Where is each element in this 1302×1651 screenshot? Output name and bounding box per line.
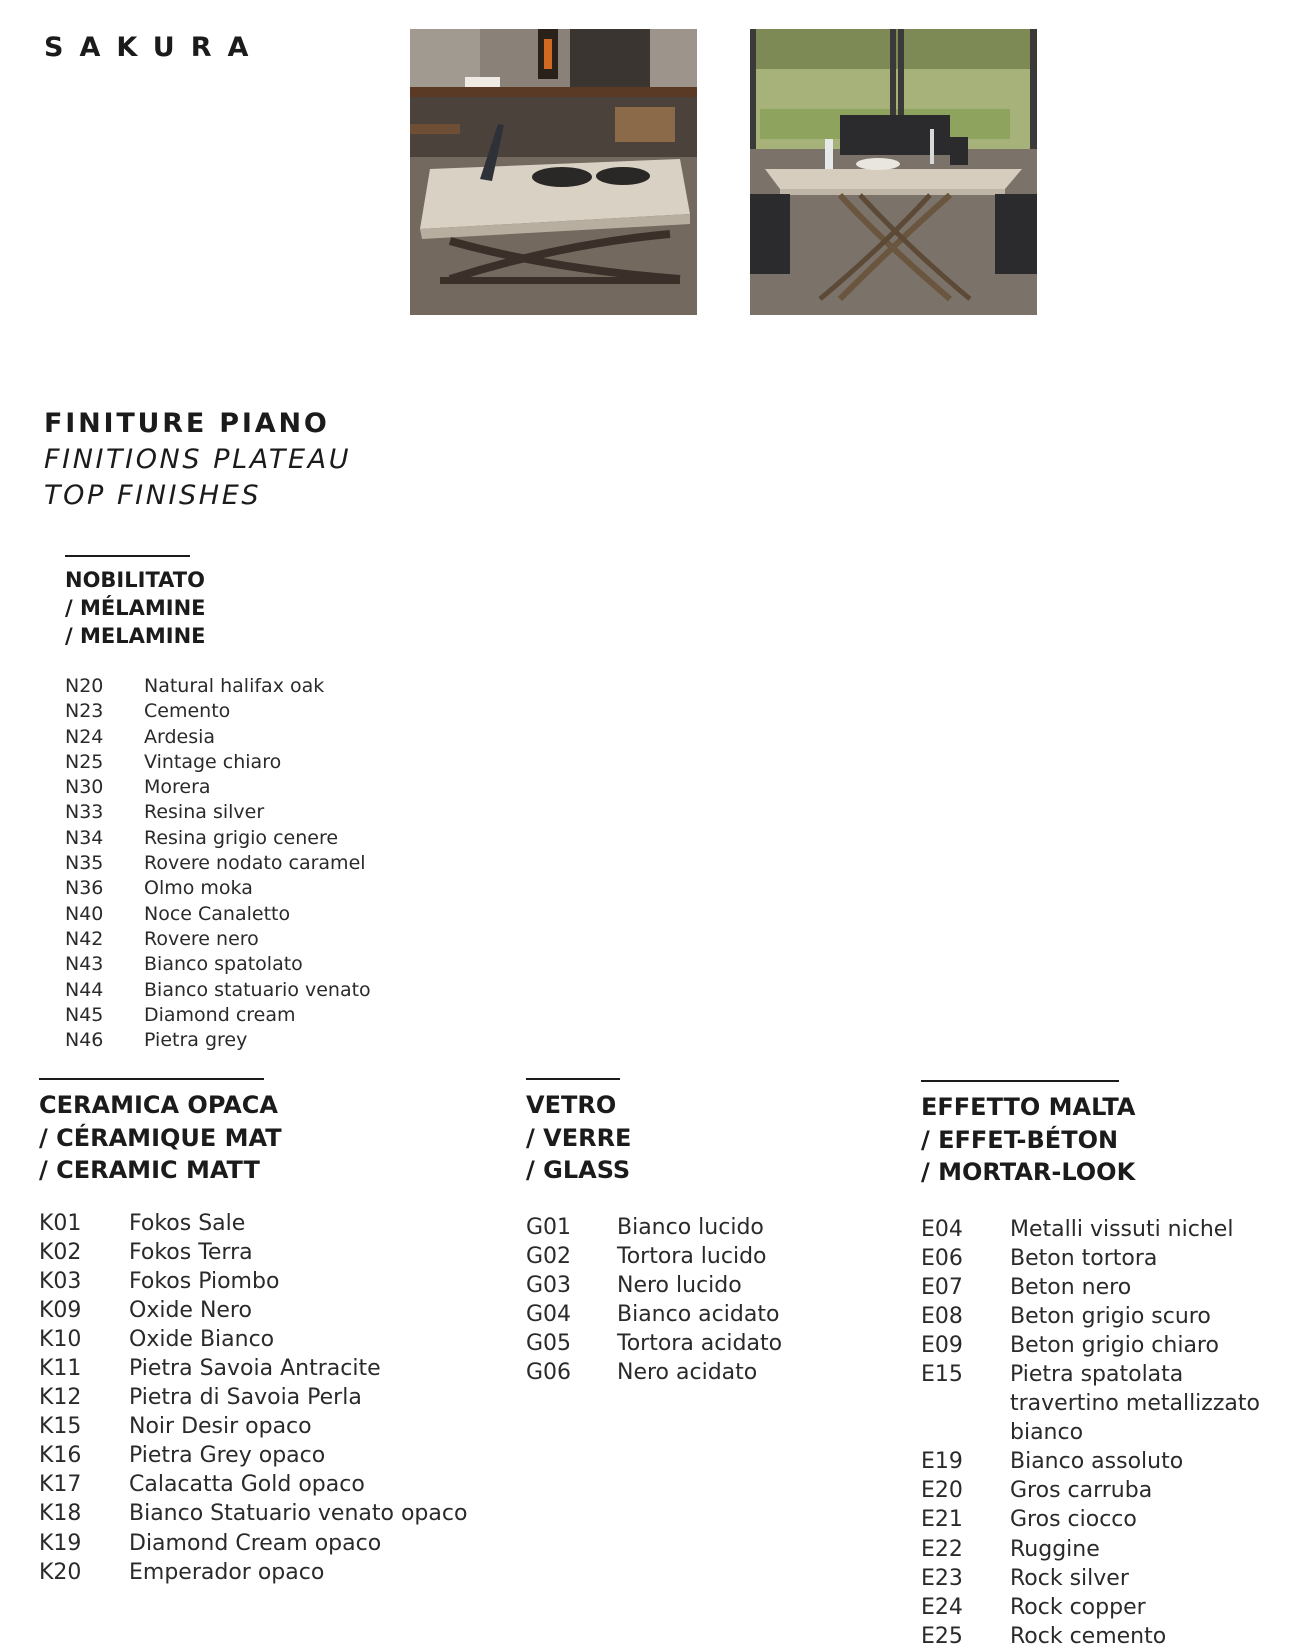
finish-code: K20 [39, 1559, 82, 1585]
finish-item [65, 1003, 371, 1028]
finish-item [921, 1273, 1290, 1302]
title-english: TOP FINISHES [44, 480, 262, 511]
finish-code: N20 [65, 675, 104, 697]
finish-list [921, 1215, 1290, 1651]
finish-name: Beton nero [1010, 1274, 1132, 1300]
finish-code: E19 [921, 1449, 963, 1475]
finish-name: Gros carruba [1010, 1478, 1153, 1504]
finish-item [921, 1593, 1290, 1622]
section-heading [39, 1089, 467, 1187]
finish-code: K18 [39, 1501, 82, 1527]
finish-code: E21 [921, 1507, 963, 1533]
finish-item [526, 1300, 782, 1329]
section-divider [526, 1078, 620, 1080]
heading-line: / GLASS [526, 1156, 631, 1184]
finish-item [39, 1470, 467, 1499]
finish-item [39, 1529, 467, 1558]
finish-name: Pietra Grey opaco [129, 1443, 326, 1469]
finish-code: E08 [921, 1303, 963, 1329]
heading-line: / VERRE [526, 1123, 632, 1152]
finish-item [921, 1215, 1290, 1244]
section-ceramic [39, 1078, 467, 1587]
finish-name: Pietra di Savoia Perla [129, 1385, 362, 1411]
finish-code: N43 [65, 953, 104, 976]
finish-code: E15 [921, 1361, 963, 1387]
finish-item [65, 1028, 371, 1053]
section-divider [921, 1080, 1119, 1082]
section-melamine [65, 555, 371, 1053]
finish-item [65, 775, 371, 800]
finish-name: Beton tortora [1010, 1245, 1158, 1271]
heading-line: / CERAMIC MATT [39, 1156, 260, 1184]
finish-item [526, 1329, 782, 1358]
finish-item [921, 1622, 1290, 1651]
finish-code: E07 [921, 1274, 963, 1300]
section-heading [65, 566, 371, 650]
finish-name: Oxide Bianco [129, 1326, 275, 1352]
heading-line: VETRO [526, 1091, 617, 1119]
finish-code: N36 [65, 877, 104, 900]
finish-code: N30 [65, 776, 104, 799]
finish-name: Nero acidato [617, 1359, 758, 1385]
finish-item [921, 1535, 1290, 1564]
finish-item [65, 800, 371, 825]
finish-item [39, 1441, 467, 1470]
finish-name: Resina grigio cenere [144, 826, 339, 849]
coffee-table-photo [410, 29, 697, 315]
finish-name: Fokos Terra [129, 1239, 253, 1265]
finish-item [65, 750, 371, 775]
finish-item [526, 1242, 782, 1271]
finish-item [39, 1209, 467, 1238]
finish-item [65, 826, 371, 851]
heading-line: / MÉLAMINE [65, 596, 206, 620]
finish-name: Diamond cream [144, 1003, 296, 1026]
finish-name: Beton grigio scuro [1010, 1303, 1211, 1329]
finish-name: Emperador opaco [129, 1559, 325, 1585]
finish-code: K15 [39, 1414, 82, 1440]
finish-item [39, 1238, 467, 1267]
finish-item [921, 1505, 1290, 1534]
heading-line: / CÉRAMIQUE MAT [39, 1123, 282, 1152]
finish-item [65, 674, 371, 699]
finish-code: N46 [65, 1029, 104, 1052]
finish-name: Fokos Sale [129, 1210, 246, 1236]
finish-code: N23 [65, 700, 104, 723]
finish-name: Gros ciocco [1010, 1507, 1137, 1533]
finish-item [526, 1271, 782, 1300]
finish-item [65, 725, 371, 750]
finish-name: Pietra spatolata travertino metallizzato bianco [1010, 1361, 1260, 1446]
finish-item [39, 1499, 467, 1528]
finish-item [39, 1558, 467, 1587]
finish-name: Ruggine [1010, 1536, 1100, 1562]
finish-item [921, 1447, 1290, 1476]
finish-name: Resina silver [144, 801, 265, 824]
finish-name: Rock silver [1010, 1565, 1129, 1591]
finish-name: Bianco spatolato [144, 953, 303, 976]
finish-list [526, 1213, 782, 1388]
finish-name: Noce Canaletto [144, 902, 291, 925]
section-mortar-look [921, 1080, 1290, 1651]
finish-code: K02 [39, 1239, 82, 1265]
finish-item [39, 1383, 467, 1412]
finish-code: K19 [39, 1530, 82, 1556]
finish-name: Nero lucido [617, 1272, 742, 1298]
finish-code: K17 [39, 1472, 82, 1498]
finish-code: G05 [526, 1330, 572, 1356]
finish-code: E04 [921, 1216, 963, 1242]
finish-name: Rock copper [1010, 1594, 1146, 1620]
finish-name: Rock cemento [1010, 1623, 1167, 1649]
finish-name: Pietra Savoia Antracite [129, 1355, 381, 1381]
finish-item [65, 978, 371, 1003]
finish-name: Tortora acidato [617, 1330, 783, 1356]
finish-item [526, 1358, 782, 1387]
heading-line: NOBILITATO [65, 568, 205, 592]
finish-code: E23 [921, 1565, 963, 1591]
finish-item [65, 851, 371, 876]
finish-code: G06 [526, 1359, 572, 1385]
finish-name: Pietra grey [144, 1029, 248, 1052]
finish-list [39, 1209, 467, 1587]
finish-name: Diamond Cream opaco [129, 1530, 382, 1556]
finish-item [921, 1564, 1290, 1593]
finish-item [39, 1412, 467, 1441]
finish-code: K16 [39, 1443, 82, 1469]
finish-name: Rovere nodato caramel [144, 852, 366, 875]
finish-item [65, 699, 371, 724]
finish-code: E06 [921, 1245, 963, 1271]
finish-name: Vintage chiaro [144, 750, 282, 773]
finish-name: Oxide Nero [129, 1297, 252, 1323]
section-heading [921, 1091, 1290, 1189]
finish-list [65, 674, 371, 1053]
finish-code: E22 [921, 1536, 963, 1562]
heading-line: EFFETTO MALTA [921, 1093, 1136, 1121]
finish-name: Bianco statuario venato [144, 978, 371, 1001]
finish-item [65, 952, 371, 977]
finish-code: K01 [39, 1210, 82, 1236]
dining-table-photo [750, 29, 1037, 315]
finish-item [921, 1302, 1290, 1331]
brand-title: SAKURA [44, 32, 265, 63]
finish-code: N25 [65, 750, 104, 773]
finish-item [921, 1360, 1290, 1447]
title-italian: FINITURE PIANO [44, 408, 330, 439]
finish-name: Beton grigio chiaro [1010, 1332, 1219, 1358]
finish-code: E25 [921, 1623, 963, 1649]
title-french: FINITIONS PLATEAU [44, 444, 352, 475]
finish-item [39, 1296, 467, 1325]
heading-line: / MELAMINE [65, 624, 206, 648]
finish-item [526, 1213, 782, 1242]
finish-code: E09 [921, 1332, 963, 1358]
finish-name: Calacatta Gold opaco [129, 1472, 365, 1498]
finish-code: G01 [526, 1214, 572, 1240]
finish-code: N40 [65, 902, 104, 925]
finish-item [921, 1476, 1290, 1505]
finish-name: Fokos Piombo [129, 1268, 280, 1294]
heading-line: CERAMICA OPACA [39, 1091, 278, 1119]
finish-code: K03 [39, 1268, 82, 1294]
finish-item [921, 1331, 1290, 1360]
finish-name: Olmo moka [144, 877, 253, 900]
finish-code: E20 [921, 1478, 963, 1504]
finish-item [65, 902, 371, 927]
finish-item [39, 1267, 467, 1296]
finish-item [65, 927, 371, 952]
finish-name: Noir Desir opaco [129, 1414, 312, 1440]
section-glass [526, 1078, 782, 1387]
finish-name: Natural halifax oak [144, 675, 325, 697]
finish-code: K10 [39, 1326, 82, 1352]
finish-code: G04 [526, 1301, 572, 1327]
finish-code: K12 [39, 1385, 82, 1411]
finish-name: Morera [144, 776, 211, 799]
finish-item [39, 1354, 467, 1383]
finish-name: Bianco acidato [617, 1301, 780, 1327]
heading-line: / MORTAR-LOOK [921, 1158, 1136, 1186]
finish-name: Bianco assoluto [1010, 1449, 1184, 1475]
finish-name: Rovere nero [144, 927, 259, 950]
finish-name: Bianco lucido [617, 1214, 764, 1240]
finish-code: N42 [65, 927, 104, 950]
finish-name: Tortora lucido [617, 1243, 767, 1269]
finish-item [39, 1325, 467, 1354]
finish-name: Bianco Statuario venato opaco [129, 1501, 468, 1527]
finish-code: K09 [39, 1297, 82, 1323]
finish-code: N33 [65, 801, 104, 824]
finish-code: N34 [65, 826, 104, 849]
finish-code: N35 [65, 852, 104, 875]
section-heading [526, 1089, 782, 1187]
section-divider [65, 555, 190, 557]
finish-code: E24 [921, 1594, 963, 1620]
finish-name: Cemento [144, 700, 231, 723]
finish-name: Ardesia [144, 725, 216, 748]
finish-item [921, 1244, 1290, 1273]
finish-code: K11 [39, 1355, 82, 1381]
finish-code: G03 [526, 1272, 572, 1298]
finish-code: N44 [65, 978, 104, 1001]
finish-name: Metalli vissuti nichel [1010, 1216, 1234, 1242]
finishes-title [44, 406, 351, 514]
finish-code: N45 [65, 1003, 104, 1026]
finish-item [65, 876, 371, 901]
section-divider [39, 1078, 264, 1080]
finish-code: N24 [65, 725, 104, 748]
heading-line: / EFFET-BÉTON [921, 1125, 1119, 1154]
finish-code: G02 [526, 1243, 572, 1269]
